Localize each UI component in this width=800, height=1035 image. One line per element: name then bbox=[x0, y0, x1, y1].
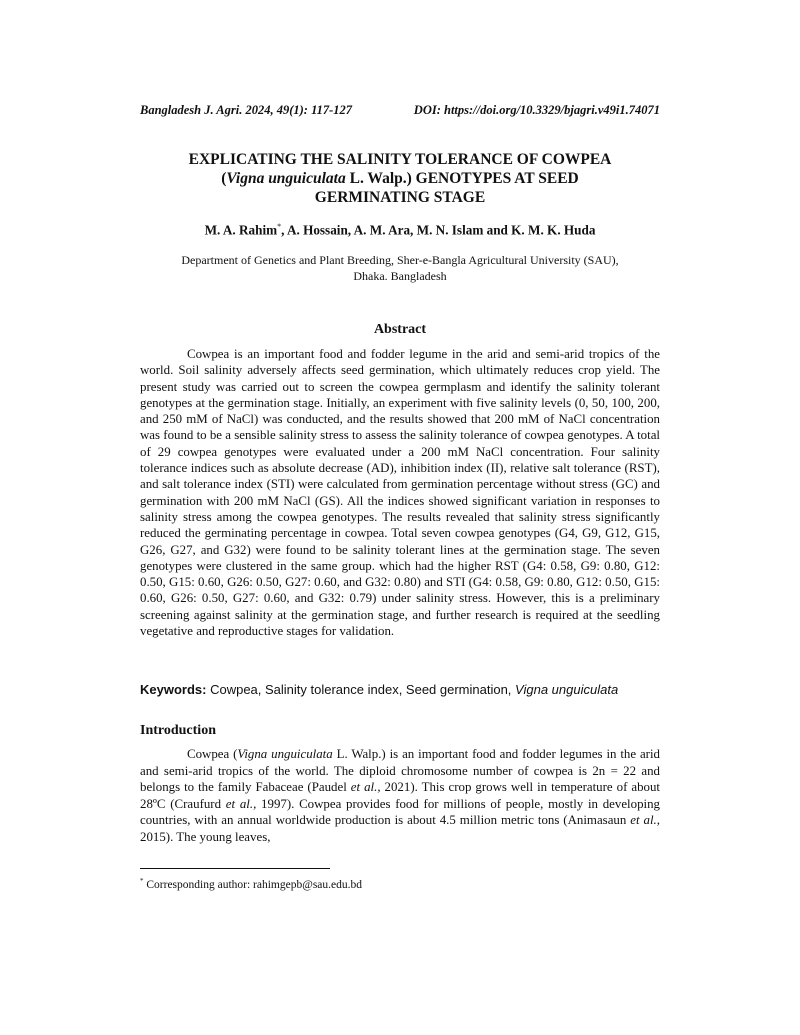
intro-etal: et al. bbox=[630, 813, 657, 827]
running-header bbox=[140, 103, 660, 118]
journal-citation: Bangladesh J. Agri. 2024, 49(1): 117-127 bbox=[140, 103, 353, 117]
intro-etal: et al. bbox=[350, 780, 378, 794]
keywords-species: Vigna unguiculata bbox=[515, 682, 619, 697]
abstract-heading: Abstract bbox=[373, 322, 427, 337]
intro-seg: L. Walp.) is an important food and fodder legumes in the arid and semi-arid tropics of the world. The diploid chromosome number of cowpea is 2n = 22 and belongs to the family Fabaceae (Paudel bbox=[140, 747, 661, 794]
corresponding-author-email: Corresponding author: rahimgepb@sau.edu.bd bbox=[143, 878, 363, 891]
abstract-text: Cowpea is an important food and fodder legume in the arid and semi-arid tropics of the world. Soil salinity adversely affects seed germination, which ultimately reduces crop yield. The present study was carried out to screen the cowpea germplasm and identify the salinity tolerant genotypes at the germination stage. Initially, an experiment with five salinity levels (0, 50, 100, 200, and 250 mM of NaCl) was conducted, and the results showed that 200 mM of NaCl concentration was found to be a sensible salinity stress to assess the salinity tolerance of cowpea genotypes. A total of 29 cowpea genotypes were evaluated under a 200 mM NaCl concentration. Four salinity tolerance indices such as absolute decrease (AD), inhibition index (II), relative salt tolerance (RST), and salt tolerance index (STI) were calculated from germination percentage without stress (GC) and germination with 200 mM NaCl (GS). All the indices showed significant variation in responses to salinity stress among the cowpea genotypes. The results revealed that salinity stress significantly reduced the germinating percentage in cowpea. Total seven cowpea genotypes (G4, G9, G12, G15, G26, G27, and G32) were found to be salinity tolerant lines at the germination stage. The seven genotypes were clustered in the same group. which had the higher RST (G4: 0.58, G9: 0.80, G12: 0.50, G15: 0.60, G26: 0.50, G27: 0.60, and G32: 0.80) and STI (G4: 0.58, G9: 0.80, G12: 0.50, G15: 0.60, G26: 0.50, G27: 0.60, and G32: 0.79) under salinity stress. However, this is a preliminary screening against salinity at the germination stage, and further research is required at the seedling vegetative and reproductive stages for validation. bbox=[140, 347, 660, 639]
first-author: M. A. Rahim bbox=[204, 222, 278, 238]
keywords-line bbox=[140, 682, 680, 697]
intro-species: Vigna unguiculata bbox=[237, 747, 333, 761]
introduction-heading: Introduction bbox=[140, 723, 216, 738]
affiliation bbox=[140, 252, 660, 284]
other-authors: , A. Hossain, A. M. Ara, M. N. Islam and K. M. K. Huda bbox=[281, 222, 596, 238]
corresponding-marker: * bbox=[277, 222, 282, 231]
doi-link[interactable]: DOI: https://doi.org/10.3329/bjagri.v49i1.74071 bbox=[413, 103, 660, 117]
keywords-label: Keywords: bbox=[140, 682, 207, 697]
intro-seg: Cowpea ( bbox=[187, 747, 238, 761]
introduction-text bbox=[140, 746, 660, 845]
title-paren: ( bbox=[221, 170, 227, 187]
intro-seg: , 2021). This crop grows well in temperature of about 28ºC (Craufurd bbox=[140, 780, 660, 811]
intro-seg: , 2015). The young leaves, bbox=[140, 813, 661, 844]
intro-seg: 1997). Cowpea provides food for millions of people, mostly in developing countries, with an annual worldwide production is about 4.5 million metric tons (Animasaun bbox=[140, 796, 660, 827]
title-line-2-rest: L. Walp.) GENOTYPES AT SEED bbox=[345, 170, 579, 187]
footnote-marker: * bbox=[140, 877, 144, 885]
paper-title bbox=[140, 150, 660, 207]
affiliation-line-2: Dhaka. Bangladesh bbox=[353, 269, 447, 283]
title-line-3: GERMINATING STAGE bbox=[314, 189, 486, 206]
affiliation-line-1: Department of Genetics and Plant Breeding, Sher-e-Bangla Agricultural University (SAU), bbox=[181, 253, 619, 267]
author-list bbox=[140, 222, 660, 238]
intro-etal: et al., bbox=[225, 796, 257, 811]
footnote bbox=[140, 877, 362, 891]
title-line-2 bbox=[140, 169, 660, 188]
footnote-rule bbox=[140, 868, 330, 869]
species-name: Vigna unguiculata bbox=[226, 170, 346, 187]
keywords-list: Cowpea, Salinity tolerance index, Seed germination, bbox=[206, 682, 516, 697]
title-line-1: EXPLICATING THE SALINITY TOLERANCE OF COWPEA bbox=[188, 151, 612, 168]
